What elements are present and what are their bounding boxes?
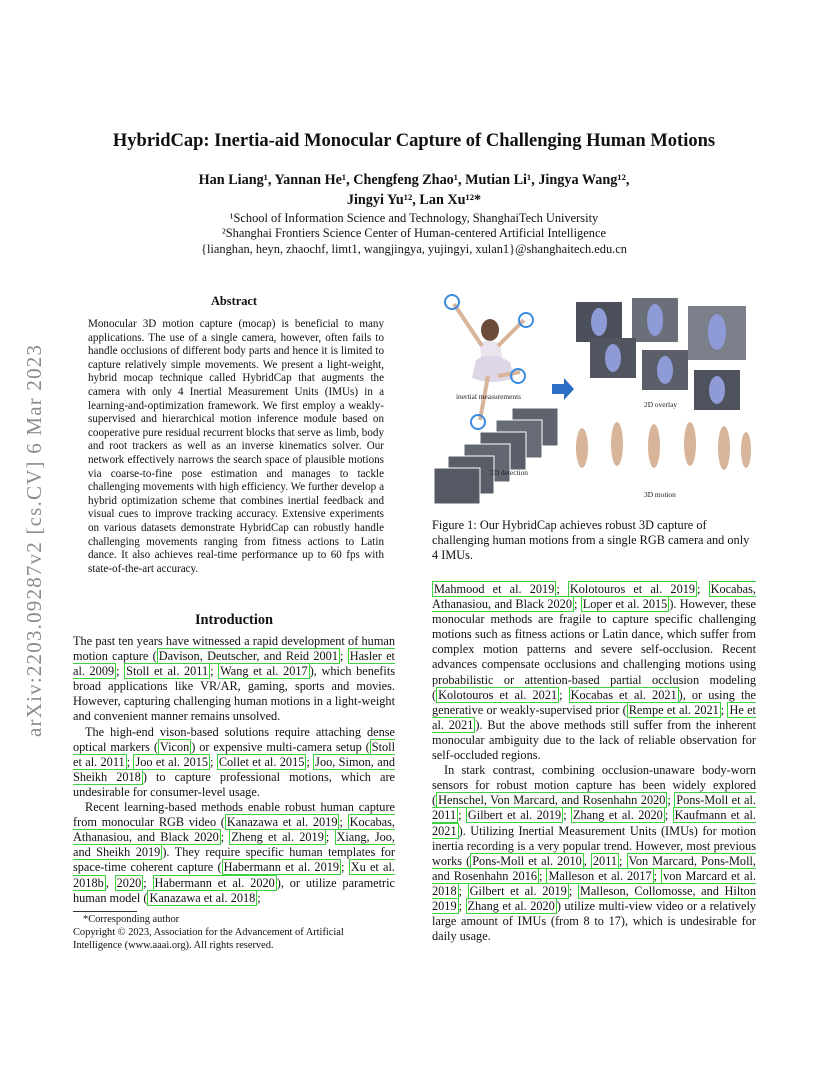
- citation-link[interactable]: Mahmood et al. 2019: [434, 582, 555, 596]
- citation-link[interactable]: Joo, Simon, and Sheikh 2018: [73, 754, 395, 784]
- arxiv-identifier: arXiv:2203.09287v2 [cs.CV] 6 Mar 2023: [22, 343, 46, 737]
- text: ;: [126, 754, 134, 769]
- text: ), or utilize parametric human model (: [73, 875, 395, 905]
- right-paragraph-1: [432, 582, 756, 763]
- footnotes: [73, 913, 395, 952]
- text: ;: [664, 808, 673, 823]
- author-list: [140, 170, 688, 210]
- citation-link[interactable]: Wang et al. 2017: [220, 664, 308, 679]
- text: ;: [619, 853, 627, 868]
- citation-link[interactable]: Rempe et al. 2021: [628, 702, 719, 717]
- author-line-1: Han Liang¹, Yannan He¹, Chengfeng Zhao¹, Mutian Li¹, Jingya Wang¹²,: [198, 172, 630, 188]
- text: ;: [306, 754, 314, 769]
- text: ,: [583, 853, 591, 868]
- figure-1: [432, 288, 756, 506]
- citation-link[interactable]: Stoll et al. 2011: [73, 739, 395, 769]
- text: ;: [458, 898, 466, 913]
- citation-link[interactable]: Joo et al. 2015: [135, 754, 209, 769]
- text: ;: [720, 702, 728, 717]
- text: ;: [339, 649, 348, 664]
- motion-meshes: [576, 422, 751, 470]
- citation-link[interactable]: Zheng et al. 2019: [231, 830, 324, 845]
- citation-link[interactable]: 2020: [116, 875, 142, 890]
- text: ). Utilizing Inertial Measurement Units (IMUs) for motion inertia recording is a very popular trend. However, most previous works (: [432, 823, 756, 868]
- text: ;: [653, 868, 662, 883]
- citation-link[interactable]: Gilbert et al. 2019: [467, 808, 562, 823]
- text: ;: [667, 793, 675, 808]
- citation-link[interactable]: Collet et al. 2015: [218, 754, 305, 769]
- citation-link[interactable]: Zhang et al. 2020: [467, 898, 555, 913]
- text: ;: [458, 808, 466, 823]
- citation-link[interactable]: Kolotouros et al. 2019: [569, 582, 696, 596]
- citation-link[interactable]: Von Marcard, Pons-Moll, and Rosenhahn 2016: [432, 853, 756, 883]
- text: ;: [458, 883, 468, 898]
- footnote-divider: [73, 911, 137, 912]
- affiliations: [100, 211, 728, 257]
- citation-link[interactable]: Kanazawa et al. 2018: [149, 890, 256, 905]
- figure-1-caption: Figure 1: Our HybridCap achieves robust 3D capture of challenging human motions from a single RGB camera and only 4 IMUs.: [432, 518, 750, 563]
- text: ;: [573, 597, 581, 612]
- text: ;: [339, 815, 348, 830]
- author-line-2: Jingyi Yu¹², Lan Xu¹²*: [346, 192, 482, 208]
- text: ;: [210, 754, 217, 769]
- citation-link[interactable]: Stoll et al. 2011: [126, 664, 209, 679]
- citation-link[interactable]: Pons-Moll et al. 2010: [472, 853, 582, 868]
- paper-title: HybridCap: Inertia-aid Monocular Capture of Challenging Human Motions: [112, 131, 716, 151]
- citation-link[interactable]: Kocabas, Athanasiou, and Black 2020: [73, 815, 395, 845]
- text: ;: [697, 582, 709, 596]
- right-paragraph-2: [432, 763, 756, 944]
- text: ,: [105, 875, 115, 890]
- footnote-copyright: Copyright © 2023, Association for the Advancement of Artificial Intelligence (www.aaai.org). All rights reserved.: [73, 927, 344, 951]
- overlay-frames: [576, 298, 746, 410]
- citation-link[interactable]: Hasler et al. 2009: [73, 649, 395, 679]
- label-2d-detection: 2D detection: [490, 468, 528, 477]
- label-3d-motion: 3D motion: [644, 490, 676, 499]
- text: ;: [563, 808, 571, 823]
- introduction-heading: Introduction: [194, 612, 274, 628]
- text: ), which benefits broad applications like VR/AR, gaming, sports and movies. However, capturing challenging human motions in a light-weight and convenient manner remains unsolved.: [73, 664, 396, 724]
- citation-link[interactable]: Xu et al. 2018b: [73, 860, 395, 890]
- text: The past ten years have witnessed a rapid development of human motion capture (: [73, 634, 395, 664]
- abstract-body: [88, 318, 384, 576]
- text: ). They require specific human templates for space-time coherent capture (: [73, 845, 395, 875]
- detection-frames: [434, 408, 558, 504]
- text: ;: [116, 664, 125, 679]
- citation-link[interactable]: Zhang et al. 2020: [572, 808, 663, 823]
- citation-link[interactable]: Pons-Moll et al. 2011: [432, 793, 756, 823]
- citation-link[interactable]: 2011: [592, 853, 618, 868]
- intro-paragraph-1: [73, 634, 395, 725]
- intro-paragraph-2: [73, 725, 395, 800]
- introduction-body: [73, 634, 395, 906]
- citation-link[interactable]: Vicon: [159, 739, 190, 754]
- citation-link[interactable]: Gilbert et al. 2019: [469, 883, 567, 898]
- text: ;: [539, 868, 547, 883]
- citation-link[interactable]: Malleson et al. 2017: [548, 868, 652, 883]
- text: ;: [568, 883, 578, 898]
- text: Recent learning-based methods enable robust human capture from monocular RGB video (: [73, 800, 395, 830]
- label-2d-overlay: 2D overlay: [644, 400, 678, 409]
- citation-link[interactable]: Kanazawa et al. 2019: [226, 815, 338, 830]
- citation-link[interactable]: Xiang, Joo, and Sheikh 2019: [73, 830, 395, 860]
- right-column-body: [432, 582, 756, 944]
- text: ). But the above methods still suffer from the inherent monocular ambiguity due to the lack of reliable observation for self-occluded regions.: [432, 717, 757, 763]
- text: ;: [556, 582, 568, 596]
- footnote-corresponding: *Corresponding author: [83, 914, 180, 925]
- text: ;: [210, 664, 219, 679]
- text: ;: [220, 830, 230, 845]
- citation-link[interactable]: Loper et al. 2015: [582, 597, 668, 612]
- text: ) or expensive multi-camera setup (: [191, 739, 370, 754]
- citation-link[interactable]: He et al. 2021: [432, 702, 756, 732]
- citation-link[interactable]: Habermann et al. 2019: [223, 860, 340, 875]
- author-emails: {lianghan, heyn, zhaochf, limt1, wangjingya, yujingyi, xulan1}@shanghaitech.edu.cn: [201, 241, 627, 256]
- abstract-heading: Abstract: [210, 294, 258, 308]
- text: ;: [257, 890, 261, 905]
- citation-link[interactable]: Davison, Deutscher, and Reid 2001: [158, 649, 338, 664]
- citation-link[interactable]: Kocabas, Athanasiou, and Black 2020: [432, 582, 756, 612]
- text: ). However, these monocular methods are fragile to capture specific challenging motions such as fitness actions or Latin dance, which suffer from complex motion patterns and severe self-occlusion. Recent advances compensate occlusions and challenging motions using probabilistic or attention-based partial occlusion modeling (: [432, 597, 756, 702]
- citation-link[interactable]: Kaufmann et al. 2021: [432, 808, 756, 838]
- text: ) utilize multi-view video or a relatively large amount of IMUs (from 8 to 17), which is undesirable for daily usage.: [432, 898, 757, 944]
- affiliation-1: ¹School of Information Science and Technology, ShanghaiTech University: [229, 211, 599, 225]
- arrow-icon: [552, 378, 574, 400]
- text: ) to capture professional motions, which are undesirable for consumer-level usage.: [73, 769, 396, 799]
- affiliation-2: ²Shanghai Frontiers Science Center of Human-centered Artificial Intelligence: [222, 226, 606, 241]
- citation-link[interactable]: von Marcard et al. 2018: [432, 868, 756, 898]
- citation-link[interactable]: Kolotouros et al. 2021: [438, 687, 558, 702]
- text: The high-end vison-based solutions require attaching dense optical markers (: [73, 724, 395, 754]
- text: ;: [143, 875, 153, 890]
- citation-link[interactable]: Malleson, Collomosse, and Hilton 2019: [432, 883, 756, 913]
- label-inertial-measurements: inertial measurements: [456, 392, 522, 401]
- abstract-text: Monocular 3D motion capture (mocap) is beneficial to many applications. The use of a single camera, however, often fails to handle occlusions of different body parts and hence it is limited to capture relatively simple movements. We present a light-weight, hybrid mocap technique called HybridCap that augments the camera with only 4 Inertial Measurement Units (IMUs) in a learning-and-optimization framework. We first employ a weakly-supervised and hierarchical motion inference module based on cooperative pure residual recurrent blocks that serve as limb, body and root trackers as well as an inverse kinematics solver. Our network effectively narrows the search space of plausible motions via coarse-to-fine pose estimation and manages to tackle challenging movements with high efficiency. We further develop a hybrid optimization scheme that combines inertial feedback and visual cues to improve tracking accuracy. Extensive experiments on various datasets demonstrate HybridCap can robustly handle challenging movements ranging from fitness actions to Latin dance. It also achieves real-time performance up to 60 fps with state-of-the-art accuracy.: [88, 318, 384, 575]
- citation-link[interactable]: Henschel, Von Marcard, and Rosenhahn 2020: [438, 793, 666, 808]
- citation-link[interactable]: Habermann et al. 2020: [154, 875, 275, 890]
- text: ), or using the generative or weakly-supervised prior (: [432, 687, 756, 717]
- text: In stark contrast, combining occlusion-unaware body-worn sensors for robust motion capture has been widely explored (: [432, 763, 756, 808]
- text: ;: [341, 860, 349, 875]
- text: ;: [325, 830, 335, 845]
- text: ;: [559, 687, 569, 702]
- intro-paragraph-3: [73, 800, 395, 906]
- citation-link[interactable]: Kocabas et al. 2021: [570, 687, 677, 702]
